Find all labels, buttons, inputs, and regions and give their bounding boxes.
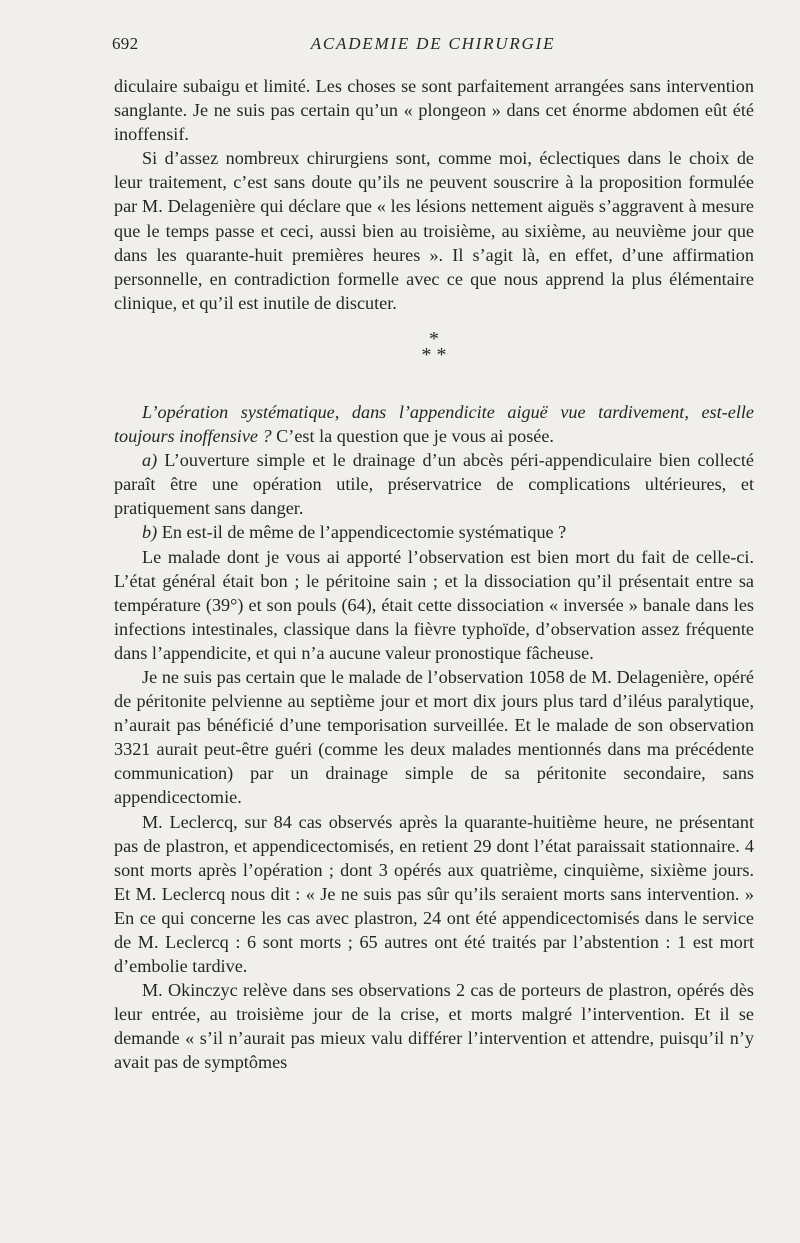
- item-b: [114, 520, 754, 544]
- paragraph: Si d’assez nombreux chirurgiens sont, comme moi, éclectiques dans le choix de leur traitement, c’est sans doute qu’ils ne peuvent souscrire à la proposition formulée par M. Delagenière qui déclare que « les lésions nettement aiguës s’aggravent à mesure que le temps passe et ceci, aussi bien au troisième, au sixième, au neuvième jour que dans les quarante-huit premières heures ». Il s’agit là, en effet, d’une affirmation personnelle, en contradiction formelle avec ce que nous apprend la plus élémentaire clinique, et qu’il est inutile de discuter.: [114, 148, 754, 313]
- paragraph: M. Okinczyc relève dans ses observations 2 cas de porteurs de plastron, opérés dès leur entrée, au troisième jour de la crise, et morts malgré l’intervention. Et il se demande « s’il n’aurait pas mieux valu différer l’intervention et attendre, puisqu’il n’y avait pas de symptômes: [114, 980, 754, 1073]
- question-italic: L’opération systématique, dans l’appendicite aiguë vue tardivement, est-elle toujours inoffensive ?: [114, 401, 754, 447]
- paragraph: Le malade dont je vous ai apporté l’observation est bien mort du fait de celle-ci. L’état général était bon ; le péritoine sain ; et la dissociation qu’il présentait entre sa température (39°) et son pouls (64), était cette dissociation « inversée » banale dans les infections intestinales, classique dans la fièvre typhoïde, d’observation assez fréquente dans l’appendicite, et qui n’a aucune valeur pronostique fâcheuse.: [114, 546, 754, 663]
- item-a-label: a): [142, 450, 158, 471]
- item-b-text: En est-il de même de l’appendicectomie systématique ?: [157, 522, 567, 543]
- page-header: [112, 34, 754, 60]
- item-a-text: L’ouverture simple et le drainage d’un abcès péri-appendiculaire bien collecté paraît être une opération utile, préservatrice de complications ultérieures, et pratiquement sans danger.: [114, 450, 754, 519]
- question-paragraph: [114, 400, 754, 448]
- item-b-label: b): [142, 522, 158, 543]
- page-number: 692: [112, 34, 139, 53]
- section-asterism: [114, 327, 754, 366]
- question-rest: C’est la question que je vous ai posée.: [271, 426, 554, 447]
- asterism-top: *: [429, 327, 439, 350]
- paragraph-continued: diculaire subaigu et limité. Les choses se sont parfaitement arrangées sans intervention sanglante. Je ne suis pas certain qu’un « plongeon » dans cet énorme abdomen eût été inoffensif.: [114, 76, 754, 145]
- item-a: [114, 448, 754, 520]
- paragraph: M. Leclercq, sur 84 cas observés après la quarante-huitième heure, ne présentant pas de plastron, et appendicectomisés, en retient 29 dont l’état paraissait stationnaire. 4 sont morts après l’opération ; dont 3 opérés aux quatrième, cinquième, sixième jours. Et M. Leclercq nous dit : « Je ne suis pas sûr qu’ils seraient morts sans intervention. » En ce qui concerne les cas avec plastron, 24 ont été appendicectomisés dans le service de M. Leclercq : 6 sont morts ; 65 autres ont été traités par l’abstention : 1 est mort d’embolie tardive.: [114, 811, 754, 977]
- paragraph: Je ne suis pas certain que le malade de l’observation 1058 de M. Delagenière, opéré de péritonite pelvienne au septième jour et mort dix jours plus tard d’iléus paralytique, n’aurait pas bénéficié d’une temporisation surveillée. Et le malade de son observation 3321 aurait peut-être guéri (comme les deux malades mentionnés dans ma précédente communication) par un drainage simple de sa péritonite secondaire, sans appendicectomie.: [114, 666, 754, 808]
- asterism-bottom: * *: [421, 343, 447, 366]
- running-title: ACADEMIE DE CHIRURGIE: [310, 34, 556, 53]
- body-text: [114, 74, 754, 1075]
